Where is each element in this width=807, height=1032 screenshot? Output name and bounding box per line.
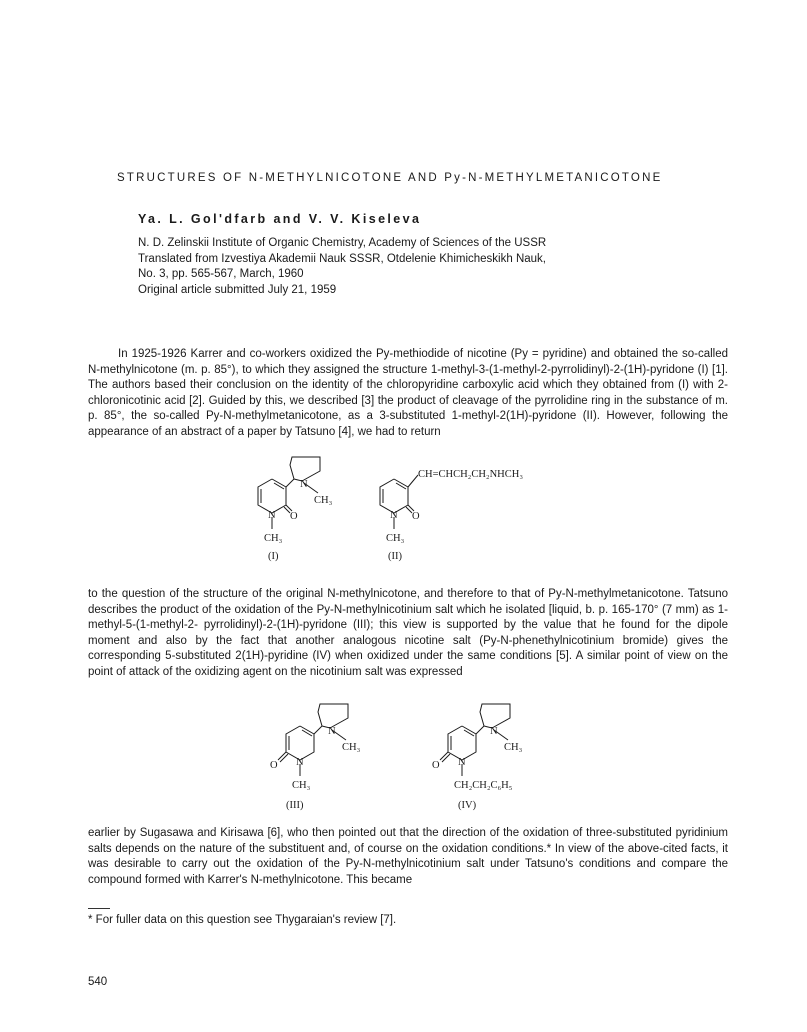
n-substituent-label: CH₃ — [292, 780, 311, 791]
side-chain-label: CH=CHCH₂CH₂NHCH₃ — [418, 469, 523, 480]
footnote: * For fuller data on this question see Thygaraian's review [7]. — [88, 914, 397, 926]
ring-n-label: N — [390, 510, 398, 521]
structure-III — [256, 696, 376, 816]
structure-IV — [418, 696, 558, 816]
body-paragraph-2: to the question of the structure of the original N-methylnicotone, and therefore to that of Py-N-methylmetanicotone. Tatsuno describes the product of the oxidation of the Py-N-methylnicotinium salt which he isolated [liquid, b. p. 165-170° (7 mm) as 1-methyl-5-(1-methyl-2- pyrrolidinyl)-2-(1H)-pyridone (III); this view is supported by the value that he found for the dipole moment and also by the fact that another analogous nicotine salt (Py-N-phenethylnicotinium bromide) gives the corresponding 5-substituted 2(1H)-pyridine (IV) when oxidized under the same conditions [5]. A similar point of view on the point of attack of the oxidizing agent on the nicotinium salt was expressed — [88, 588, 728, 678]
pyrrolidine-ch3-label: CH₃ — [504, 742, 523, 753]
article-authors: Ya. L. Gol'dfarb and V. V. Kiseleva — [138, 212, 422, 226]
article-title: STRUCTURES OF N-METHYLNICOTONE AND Py-N-METHYLMETANICOTONE — [117, 172, 663, 184]
compound-label-IV: (IV) — [458, 800, 477, 811]
affiliation-line: Translated from Izvestiya Akademii Nauk SSSR, Otdelenie Khimicheskikh Nauk, — [138, 252, 546, 265]
ring-n-label: N — [458, 757, 466, 768]
oxygen-label: O — [290, 511, 298, 522]
n-substituent-label: CH₂CH₂C₆H₅ — [454, 780, 513, 791]
n-methyl-label: CH₃ — [264, 533, 283, 544]
affiliation-line: N. D. Zelinskii Institute of Organic Chemistry, Academy of Sciences of the USSR — [138, 237, 547, 249]
structure-I — [228, 455, 338, 565]
ring-n-label: N — [268, 510, 276, 521]
ring-n-label: N — [296, 757, 304, 768]
pyrrolidine-n-label: N — [490, 726, 498, 737]
oxygen-label: O — [412, 511, 420, 522]
affiliation-line: Original article submitted July 21, 1959 — [138, 283, 337, 296]
compound-label-I: (I) — [268, 551, 279, 562]
compound-label-II: (II) — [388, 551, 402, 562]
pyrrolidine-n-label: N — [328, 726, 336, 737]
compound-label-III: (III) — [286, 800, 304, 811]
structure-II — [370, 455, 560, 565]
affiliation-line: No. 3, pp. 565-567, March, 1960 — [138, 268, 304, 280]
oxygen-label: O — [270, 760, 278, 771]
n-methyl-label: CH₃ — [386, 533, 405, 544]
oxygen-label: O — [432, 760, 440, 771]
pyrrolidine-n-label: N — [300, 479, 308, 490]
footnote-rule — [88, 908, 110, 909]
body-paragraph-1: In 1925-1926 Karrer and co-workers oxidized the Py-methiodide of nicotine (Py = pyridine) and obtained the so-called N-methylnicotone (m. p. 85°), to which they assigned the structure 1-methyl-3-(1-methyl-2-pyrrolidinyl)-2-(1H)-pyridone (I) [1]. The authors based their conclusion on the identity of the chloropyridine carboxylic acid which they obtained from (I) with 2-chloronicotinic acid [2]. Guided by this, we described [3] the product of cleavage of the pyrrolidine ring in the substance of m. p. 85°, the so-called Py-N-methylmetanicotone, as a 3-substituted 1-methyl-2(1H)-pyridone (II). However, following the appearance of an abstract of a paper by Tatsuno [4], we had to return — [88, 348, 728, 438]
body-paragraph-3: earlier by Sugasawa and Kirisawa [6], who then pointed out that the direction of the oxidation of three-substituted pyridinium salts depends on the nature of the substituent and, of course on the oxidation conditions.* In view of the above-cited facts, it was desirable to carry out the oxidation of the Py-N-methylnicotinium salt under Tatsuno's conditions and compare the compound formed with Karrer's N-methylnicotone. This became — [88, 827, 728, 886]
affiliation-block — [138, 236, 698, 298]
pyrrolidine-ch3-label: CH₃ — [314, 495, 333, 506]
page-number: 540 — [88, 976, 108, 988]
pyrrolidine-ch3-label: CH₃ — [342, 742, 361, 753]
